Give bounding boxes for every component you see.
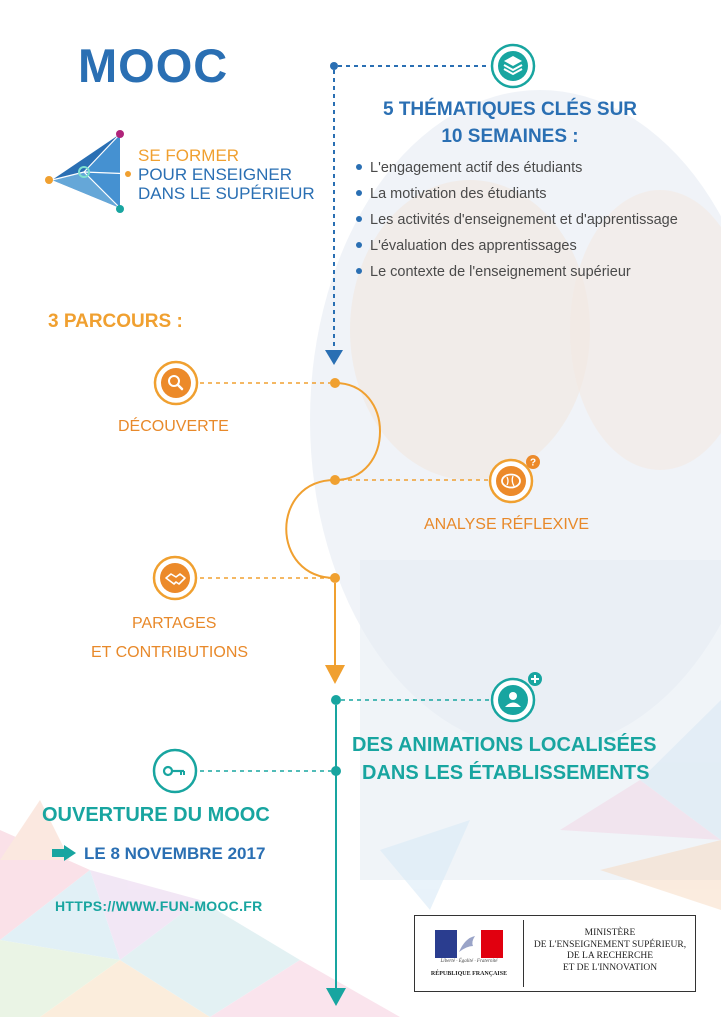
thematiques-title-line-2: 10 SEMAINES : (441, 126, 579, 147)
parcours-label-partages-2: ET CONTRIBUTIONS (91, 644, 249, 661)
svg-text:?: ? (529, 457, 537, 469)
page-title: MOOC (78, 39, 229, 92)
thematique-item-label: La motivation des étudiants (370, 186, 547, 202)
ministry-line-4: ET DE L'INNOVATION (562, 962, 658, 973)
parcours-label-decouverte: DÉCOUVERTE (118, 418, 229, 435)
thematique-item (356, 186, 547, 202)
thematiques-title-line-1: 5 THÉMATIQUES CLÉS SUR (382, 99, 638, 120)
brain-icon (487, 453, 547, 505)
bullet-icon (356, 216, 362, 222)
thematique-item-label: L'engagement actif des étudiants (370, 160, 583, 176)
mooc-url-link[interactable]: HTTPS://WWW.FUN-MOOC.FR (55, 898, 263, 914)
arrow-right-icon (52, 845, 76, 861)
ouverture-title: OUVERTURE DU MOOC (42, 804, 270, 826)
ministry-separator (523, 920, 524, 987)
bullet-icon (356, 242, 362, 248)
search-icon (152, 359, 200, 407)
parcours-label-partages-1: PARTAGES (132, 615, 217, 632)
parcours-label-analyse: ANALYSE RÉFLEXIVE (424, 516, 590, 533)
subtitle-line-1: SE FORMER (138, 146, 240, 165)
bullet-icon (356, 164, 362, 170)
ministry-line-1: MINISTÈRE (584, 928, 636, 938)
ministry-name (527, 928, 693, 974)
thematique-item (356, 264, 631, 280)
bullet-icon (356, 268, 362, 274)
thematique-item (356, 238, 577, 254)
layers-icon (489, 42, 537, 90)
ouverture-date: LE 8 NOVEMBRE 2017 (84, 844, 266, 863)
ministry-line-2: DE L'ENSEIGNEMENT SUPÉRIEUR, (533, 939, 687, 950)
parcours-title: 3 PARCOURS : (48, 311, 183, 332)
thematique-item (356, 160, 582, 176)
ministry-logo-block (414, 915, 696, 992)
key-icon (151, 747, 199, 795)
animations-line-2: DANS LES ÉTABLISSEMENTS (362, 762, 650, 784)
thematiques-title (360, 96, 660, 150)
user-add-icon (489, 670, 549, 724)
republic-label: RÉPUBLIQUE FRANÇAISE (430, 971, 508, 977)
republic-motto: Liberté · Égalité · Fraternité (440, 959, 498, 964)
subtitle-line-2: POUR ENSEIGNER (138, 165, 292, 184)
animations-line-1: DES ANIMATIONS LOCALISÉES (352, 734, 657, 756)
thematique-item-label: L'évaluation des apprentissages (370, 238, 577, 254)
thematique-item (356, 212, 678, 228)
marianne-logo-icon (435, 930, 503, 958)
ministry-line-3: DE LA RECHERCHE (566, 951, 654, 961)
subtitle-line-3: DANS LE SUPÉRIEUR (138, 184, 315, 203)
thematique-item-label: Le contexte de l'enseignement supérieur (370, 264, 631, 280)
handshake-icon (151, 554, 199, 602)
bullet-icon (356, 190, 362, 196)
thematique-item-label: Les activités d'enseignement et d'apprentissage (370, 212, 678, 228)
